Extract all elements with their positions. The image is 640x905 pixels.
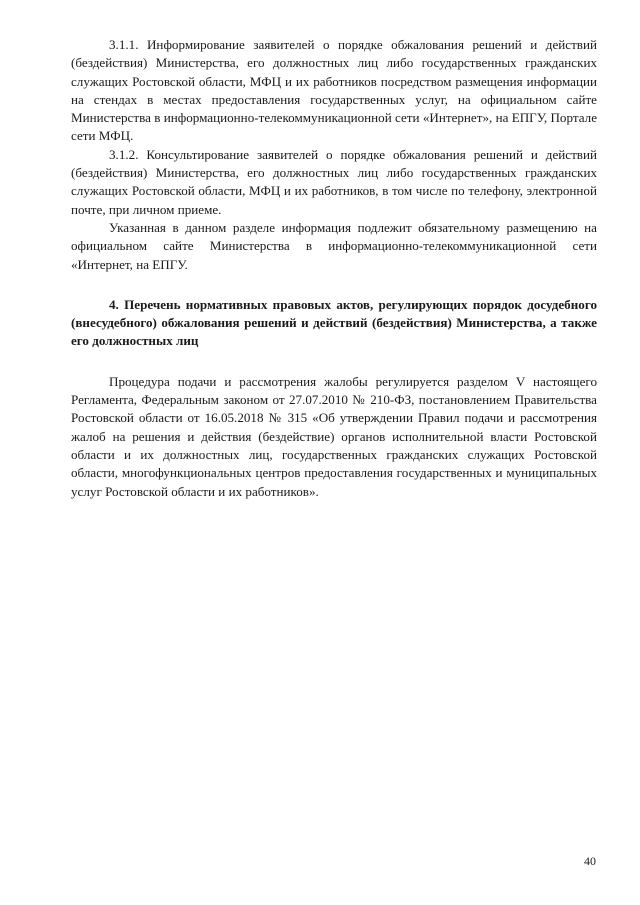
paragraph-3-1-2: 3.1.2. Консультирование заявителей о порядке обжалования решений и действий (бездействия) Министерства, его должностных лиц либо государственных гражданских служащих Ростовской области, МФЦ и их работников, в том числе по телефону, электронной почте, при личном приеме. xyxy=(71,146,597,217)
page-number: 40 xyxy=(584,854,596,868)
paragraph-info-placement: Указанная в данном разделе информация подлежит обязательному размещению на официальном сайте Министерства в информационно-телекоммуникационной сети «Интернет, на ЕПГУ. xyxy=(71,219,597,272)
paragraph-procedure: Процедура подачи и рассмотрения жалобы регулируется разделом V настоящего Регламента, Федеральным законом от 27.07.2010 № 210-ФЗ, постановлением Правительства Ростовской области от 16.05.2018 № 315 «Об утверждении Правил подачи и рассмотрения жалоб на решения и действия (бездействие) органов исполнительной власти Ростовской области и их должностных лиц, государственных гражданских служащих Ростовской области, многофункциональных центров предоставления государственных и муниципальных услуг Ростовской области и их работников». xyxy=(71,373,597,499)
body-block-bottom xyxy=(71,373,597,501)
paragraph-3-1-1: 3.1.1. Информирование заявителей о порядке обжалования решений и действий (бездействия) Министерства, его должностных лиц либо государственных гражданских служащих Ростовской области, МФЦ и их работников посредством размещения информации на стендах в местах предоставления государственных услуг, на официальном сайте Министерства в информационно-телекоммуникационной сети «Интернет», на ЕПГУ, Портале сети МФЦ. xyxy=(71,37,597,144)
body-block-top xyxy=(71,36,597,274)
document-page xyxy=(71,36,597,501)
section-heading: 4. Перечень нормативных правовых актов, регулирующих порядок досудебного (внесудебного) обжалования решений и действий (бездействия) Министерства, а также его должностных лиц xyxy=(71,296,597,349)
